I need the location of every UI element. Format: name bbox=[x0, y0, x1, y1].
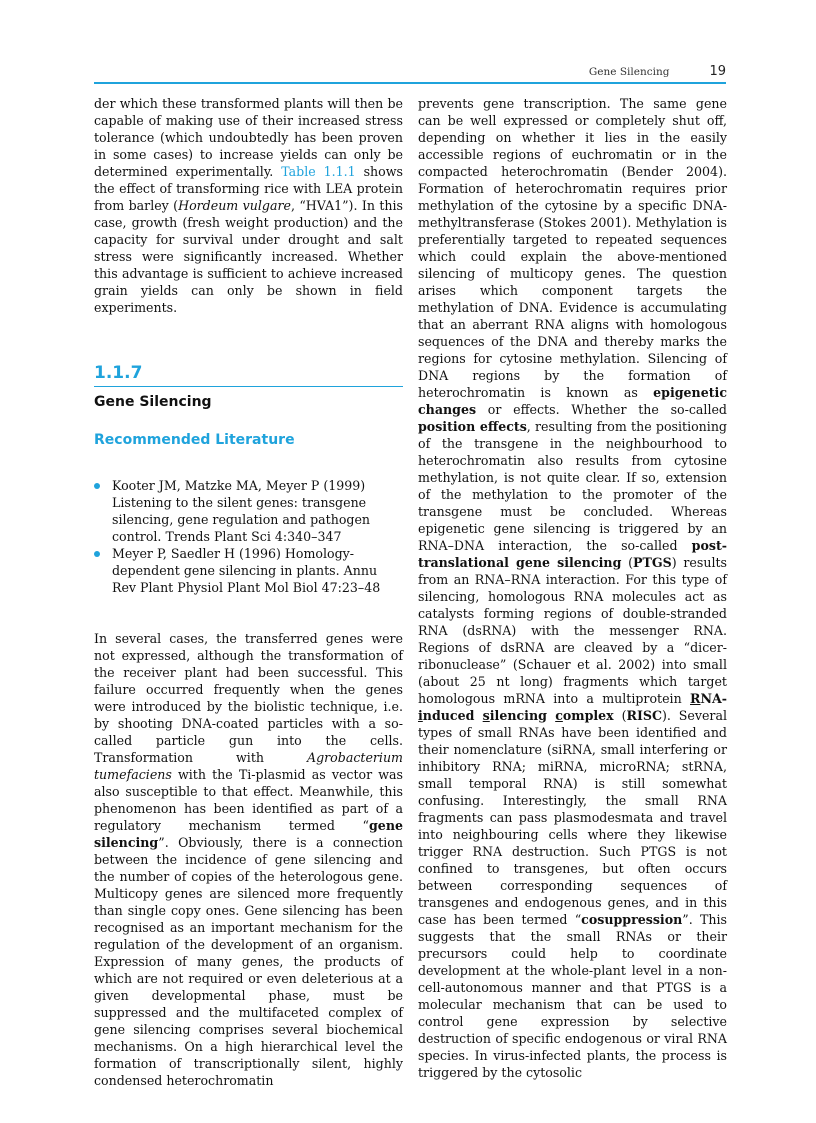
text-span: ). Several types of small RNAs have been identified and their nomenclature (siRNA, small interfering or inhibitory RNA; miRNA, microRNA; stRNA, small temporal RNA) is still somewhat confusing. Interestingly, the small RNA fragments can pass plasmodesmata and travel into neighbouring cells where they likewise trigger RNA destruction. Such PTGS is not confined to transgenes, but often occurs between corresponding sequences of transgenes and endogenous genes, and in this case has been termed “ bbox=[418, 708, 727, 927]
recommended-literature-heading: Recommended Literature bbox=[94, 432, 295, 448]
bold-term: PTGS bbox=[633, 555, 672, 570]
text-span: or effects. Whether the so-called bbox=[476, 402, 727, 417]
italic-species-name: Agrobacterium tumefaciens bbox=[94, 750, 403, 782]
text-span: with the Ti-plasmid as vector was also susceptible to that effect. Meanwhile, this phenomenon has been identified as part of a regulatory mechanism termed “ bbox=[94, 767, 403, 833]
header-rule bbox=[94, 82, 726, 84]
bold-term: NA- bbox=[700, 691, 727, 706]
bold-term: epigenetic changes bbox=[418, 385, 727, 417]
right-paragraph-1 bbox=[418, 95, 727, 1081]
section-number: 1.1.7 bbox=[94, 363, 143, 383]
bold-term: gene silencing bbox=[94, 818, 403, 850]
bold-term: nduced bbox=[422, 708, 483, 723]
left-paragraph-2 bbox=[94, 630, 403, 1089]
running-head bbox=[589, 64, 726, 80]
text-span: ( bbox=[621, 555, 634, 570]
bold-term: post-translational gene silencing bbox=[418, 538, 727, 570]
text-span: In several cases, the transferred genes were not expressed, although the transformation of the receiver plant had been successful. This failure occurred frequently when the genes were introduced by the biolistic technique, i.e. by shooting DNA-coated particles with a so-called particle gun into the cells. Transformation with bbox=[94, 631, 403, 765]
text-span: , resulting from the positioning of the transgene in the neighbourhood to heterochromatin also results from cytosine methylation, is not quite clear. If so, extension of the methylation to the promoter of the transgene must be concluded. Whereas epigenetic gene silencing is triggered by an RNA–DNA interaction, the so-called bbox=[418, 419, 727, 553]
bullet-icon bbox=[94, 483, 100, 489]
text-span: shows the effect of transforming rice with LEA protein from barley ( bbox=[94, 164, 403, 213]
page-number: 19 bbox=[709, 64, 726, 79]
reference-item bbox=[94, 477, 403, 545]
bold-term: cosuppression bbox=[581, 912, 683, 927]
bold-term: RISC bbox=[626, 708, 662, 723]
reference-list bbox=[94, 477, 403, 596]
bold-underlined-letter: i bbox=[418, 708, 423, 723]
bold-term: position effects bbox=[418, 419, 527, 434]
bullet-icon bbox=[94, 551, 100, 557]
bold-underlined-letter: R bbox=[690, 691, 701, 706]
text-span: prevents gene transcription. The same gene can be well expressed or completely shut off, depending on whether it lies in the easily accessible regions of euchromatin or in the compacted heterochromatin (Bender 2004). Formation of heterochromatin requires prior methylation of the cytosine by a specific DNA-methyltransferase (Stokes 2001). Methylation is preferentially targeted to repeated sequences which could explain the above-mentioned silencing of multicopy genes. The question arises which component targets the methylation of DNA. Evidence is accumulating that an aberrant RNA aligns with homologous sequences of the DNA and thereby marks the regions for cytosine methylation. Silencing of DNA regions by the formation of heterochromatin is known as bbox=[418, 96, 727, 400]
text-span: ”. Obviously, there is a connection between the incidence of gene silencing and the number of copies of the heterologous gene. Multicopy genes are silenced more frequently than single copy ones. Gene silencing has been recognised as an important mechanism for the regulation of the development of an organism. Expression of many genes, the products of which are not required or even deleterious at a given developmental phase, must be suppressed and the multifaceted complex of gene silencing comprises several biochemical mechanisms. On a high hierarchical level the formation of transcriptionally silent, highly condensed heterochromatin bbox=[94, 835, 403, 1088]
left-paragraph-1 bbox=[94, 95, 403, 316]
bold-underlined-letter: c bbox=[555, 708, 563, 723]
reference-text: Kooter JM, Matzke MA, Meyer P (1999) Listening to the silent genes: transgene silencing, gene regulation and pathogen control. Trends Plant Sci 4:340–347 bbox=[112, 478, 371, 544]
left-column bbox=[94, 95, 403, 1089]
italic-species-name: Hordeum vulgare bbox=[178, 198, 291, 213]
text-span: der which these transformed plants will then be capable of making use of their increased stress tolerance (which undoubtedly has been proven in some cases) to increase yields can only be determined experimentally. bbox=[94, 96, 403, 179]
text-span: ) results from an RNA–RNA interaction. For this type of silencing, homologous RNA molecules act as catalysts forming regions of double-stranded RNA (dsRNA) with the messenger RNA. Regions of dsRNA are cleaved by a “dicer-ribonuclease” (Schauer et al. 2002) into small (about 25 nt long) fragments which target homologous mRNA into a multiprotein bbox=[418, 555, 728, 706]
section-title: Gene Silencing bbox=[94, 394, 212, 410]
text-span: ”. This suggests that the small RNAs or their precursors could help to coordinate development at the whole-plant level in a non-cell-autonomous manner and that PTGS is a molecular mechanism that can be used to control gene expression by selective destruction of specific endogenous or viral RNA species. In virus-infected plants, the process is triggered by the cytosolic bbox=[418, 912, 727, 1080]
reference-item bbox=[94, 545, 403, 596]
text-span: ( bbox=[613, 708, 627, 723]
table-reference-link[interactable]: Table 1.1.1 bbox=[281, 164, 356, 179]
reference-text: Meyer P, Saedler H (1996) Homology-dependent gene silencing in plants. Annu Rev Plant Physiol Plant Mol Biol 47:23–48 bbox=[112, 546, 381, 595]
running-head-title: Gene Silencing bbox=[588, 66, 670, 78]
bold-underlined-letter: s bbox=[482, 708, 490, 723]
section-rule bbox=[94, 386, 403, 387]
bold-term: ilencing bbox=[489, 708, 556, 723]
right-column bbox=[418, 95, 727, 1081]
bold-term: omplex bbox=[562, 708, 614, 723]
text-span: , “HVA1”). In this case, growth (fresh weight production) and the capacity for survival under drought and salt stress were significantly increased. Whether this advantage is sufficient to achieve increased grain yields can only be shown in field experiments. bbox=[94, 198, 403, 315]
